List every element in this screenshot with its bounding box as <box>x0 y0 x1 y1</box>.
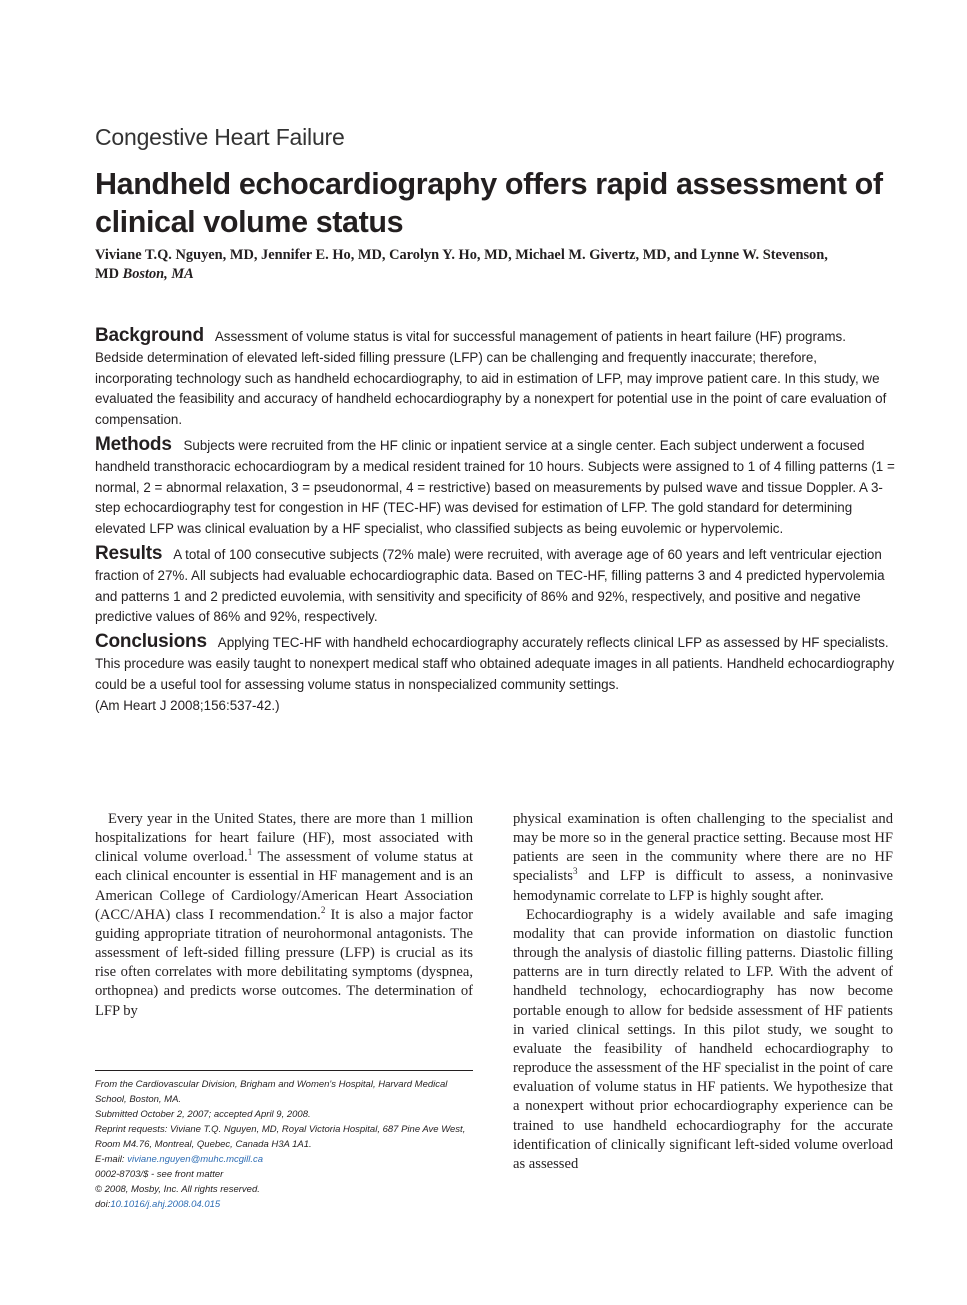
author-list <box>95 246 855 284</box>
conclusions-text: Applying TEC-HF with handheld echocardiography accurately reflects clinical LFP as assessed by HF specialists. This procedure was easily taught to nonexpert medical staff who obtained adequate images in all patients. Handheld echocardiography could be a useful tool for assessing volume status in nonspecialized community settings. <box>95 635 895 692</box>
abstract-conclusions <box>95 632 895 695</box>
methods-heading: Methods <box>95 433 172 455</box>
background-text: Assessment of volume status is vital for successful management of patients in heart failure (HF) programs. Bedside determination of elevated left-sided filling pressure (LFP) can be challenging and frequently inaccurate; therefore, incorporating technology such as handheld echocardiography, to aid in estimation of LFP, may improve patient care. In this study, we evaluated the feasibility and accuracy of handheld echocardiography by a nonexpert for potential use in the point of care evaluation of compensation. <box>95 329 887 428</box>
footnote-doi <box>95 1197 475 1212</box>
body-paragraph: Echocardiography is a widely available and safe imaging modality that can provide information on diastolic function through the analysis of diastolic filling patterns. Diastolic filling patterns are in turn directly related to LFP. With the advent of handheld technology, echocardiography has now become portable enough to allow for bedside assessment of HF patients in varied clinical settings. In this pilot study, we sought to evaluate the feasibility of handheld echocardiography to reproduce the assessment of the HF specialist in the point of care evaluation of volume status in HF patients. We hypothesize that a nonexpert without prior echocardiography experience can be trained to use handheld echocardiography for the accurate identification of clinically significant left-sided volume overload as assessed <box>513 906 893 1172</box>
body-text: Every year in the United States, there are more than 1 million hospitalizations for heart failure (HF), most associated with clinical volume overload. <box>95 811 473 866</box>
abstract-background <box>95 326 895 431</box>
reference-1[interactable]: 1 <box>247 847 253 858</box>
footnote-email <box>95 1152 475 1167</box>
body-column-right <box>513 810 893 1174</box>
body-text: It is also a major factor guiding appropriate titration of neurohormonal antagonists. The assessment of left-sided filling pressure (LFP) is crucial as its rise often correlates with more debilitating symptoms (dyspnea, orthopnea) and predicts worse outcomes. The determination of LFP by <box>95 906 473 1019</box>
body-column-left <box>95 810 473 1021</box>
reference-3[interactable]: 3 <box>573 866 578 877</box>
body-text: The assessment of volume status at each clinical encounter is essential in HF management and is an American College of Cardiology/American Heart Association (ACC/AHA) class I recommendation. <box>95 849 473 923</box>
footnote-divider <box>95 1070 473 1071</box>
authors-location: Boston, MA <box>122 266 194 282</box>
doi-link[interactable]: 10.1016/j.ahj.2008.04.015 <box>110 1199 221 1210</box>
authors-names: Viviane T.Q. Nguyen, MD, Jennifer E. Ho, MD, Carolyn Y. Ho, MD, Michael M. Givertz, MD, and Lynne W. Stevenson, MD <box>95 247 828 282</box>
body-text: and LFP is difficult to assess, a noninvasive hemodynamic correlate to LFP is highly sought after. <box>513 868 893 904</box>
body-paragraph <box>513 810 893 906</box>
abstract-methods <box>95 435 895 540</box>
reference-2[interactable]: 2 <box>320 904 326 915</box>
conclusions-heading: Conclusions <box>95 631 207 653</box>
footnote-submitted: Submitted October 2, 2007; accepted April 9, 2008. <box>95 1109 311 1120</box>
abstract-citation: (Am Heart J 2008;156:537-42.) <box>95 697 280 713</box>
footnote-reprint: Reprint requests: Viviane T.Q. Nguyen, MD, Royal Victoria Hospital, 687 Pine Ave West, Room M4.76, Montreal, Quebec, Canada H3A 1A1. <box>95 1124 466 1150</box>
article-title: Handheld echocardiography offers rapid assessment of clinical volume status <box>95 167 883 239</box>
abstract-results <box>95 544 895 628</box>
section-label: Congestive Heart Failure <box>95 124 345 150</box>
footnotes <box>95 1077 475 1212</box>
footnote-copyright: © 2008, Mosby, Inc. All rights reserved. <box>95 1184 260 1195</box>
email-link[interactable]: viviane.nguyen@muhc.mcgill.ca <box>127 1154 264 1165</box>
background-heading: Background <box>95 325 204 346</box>
doi-label: doi: <box>95 1199 111 1210</box>
footnote-affiliation: From the Cardiovascular Division, Brigham and Women's Hospital, Harvard Medical School, Boston, MA. <box>95 1079 448 1105</box>
body-paragraph <box>95 810 473 1021</box>
results-heading: Results <box>95 542 163 564</box>
methods-text: Subjects were recruited from the HF clinic or inpatient service at a single center. Each subject underwent a focused handheld transthoracic echocardiogram by a medical resident trained for 10 hours. Subjects were assigned to 1 of 4 filling patterns (1 = normal, 2 = abnormal relaxation, 3 = pseudonormal, 4 = restrictive) based on measurements by pulsed wave and tissue Doppler. A 3-step echocardiography test for congestion in HF (TEC-HF) was devised for estimation of LFP. The gold standard for determining elevated LFP was clinical evaluation by a HF specialist, who classified subjects as being euvolemic or hypervolemic. <box>95 437 895 537</box>
body-text: physical examination is often challenging to the specialist and may be more so in the general practice setting. Because most HF patients are seen in the community where there are no HF specialists <box>513 811 893 885</box>
abstract <box>95 326 895 720</box>
results-text: A total of 100 consecutive subjects (72% male) were recruited, with average age of 60 years and left ventricular ejection fraction of 27%. All subjects had evaluable echocardiographic data. Based on TEC-HF, filling patterns 3 and 4 predicted hypervolemia and patterns 1 and 2 predicted euvolemia, with sensitivity and specificity of 86% and 92%, respectively, and positive and negative predictive values of 86% and 92%, respectively. <box>95 546 885 625</box>
email-label: E-mail: <box>95 1154 128 1165</box>
footnote-issn: 0002-8703/$ - see front matter <box>95 1169 224 1180</box>
